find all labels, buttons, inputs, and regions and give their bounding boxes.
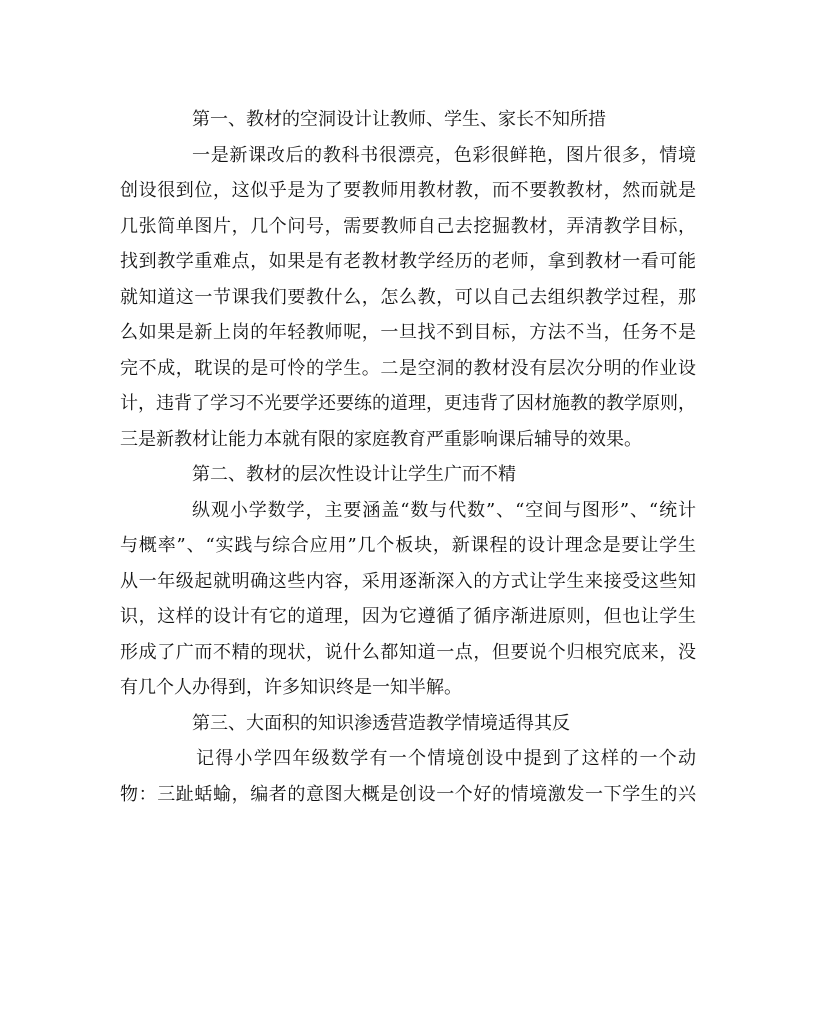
paragraph-line: 与概率”、“实践与综合应用”几个板块，新课程的设计理念是要让学生	[120, 535, 696, 556]
section-heading-2: 第二、教材的层次性设计让学生广而不精	[192, 464, 516, 485]
paragraph-line: 记得小学四年级数学有一个情境创设中提到了这样的一个动	[196, 748, 696, 769]
paragraph-line: 形成了广而不精的现状，说什么都知道一点，但要说个归根究底来，没	[120, 641, 696, 663]
paragraph-line: 创设很到位，这似乎是为了要教师用教材教，而不要教教材，然而就是	[120, 180, 696, 201]
document-body	[120, 102, 696, 812]
paragraph-line: 计，违背了学习不光要学还要练的道理，更违背了因材施教的教学原则，	[120, 393, 696, 414]
paragraph-line: 找到教学重难点，如果是有老教材教学经历的老师，拿到教材一看可能	[120, 251, 696, 272]
paragraph-line: 就知道这一节课我们要教什么，怎么教，可以自己去组织教学过程，那	[120, 286, 696, 308]
paragraph-line: 一是新课改后的教科书很漂亮，色彩很鲜艳，图片很多，情境	[192, 144, 696, 166]
paragraph-line: 物：三趾蛞蝓，编者的意图大概是创设一个好的情境激发一下学生的兴	[120, 783, 696, 805]
section-heading-1: 第一、教材的空洞设计让教师、学生、家长不知所措	[192, 109, 606, 130]
paragraph-line: 么如果是新上岗的年轻教师呢，一旦找不到目标，方法不当，任务不是	[120, 322, 696, 343]
paragraph-line: 几张简单图片，几个问号，需要教师自己去挖掘教材，弄清教学目标，	[120, 215, 696, 237]
paragraph-line: 从一年级起就明确这些内容，采用逐渐深入的方式让学生来接受这些知	[120, 570, 696, 592]
paragraph-line: 纵观小学数学，主要涵盖“数与代数”、“空间与图形”、“统计	[192, 499, 696, 521]
section-heading-3: 第三、大面积的知识渗透营造教学情境适得其反	[192, 712, 570, 734]
paragraph-line: 识，这样的设计有它的道理，因为它遵循了循序渐进原则，但也让学生	[120, 606, 696, 627]
paragraph-line: 完不成，耽误的是可怜的学生。二是空洞的教材没有层次分明的作业设	[120, 357, 696, 379]
paragraph-line: 三是新教材让能力本就有限的家庭教育严重影响课后辅导的效果。	[120, 428, 642, 450]
paragraph-line: 有几个人办得到，许多知识终是一知半解。	[120, 677, 462, 698]
